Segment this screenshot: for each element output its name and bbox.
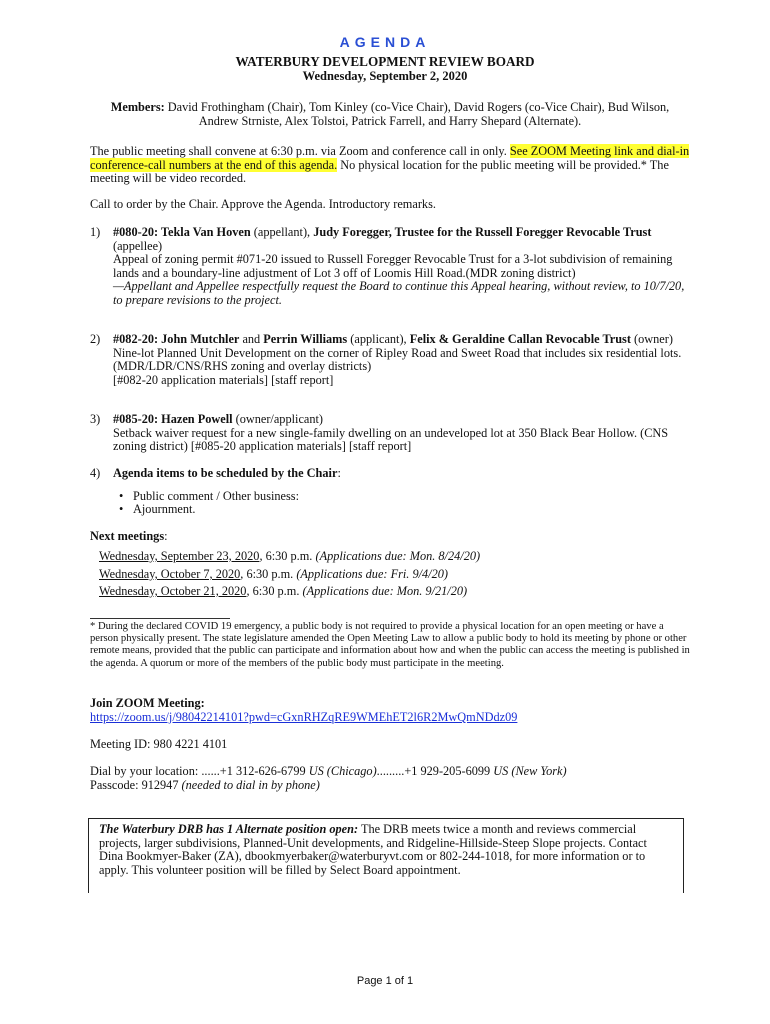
agenda-item-3 [90,413,690,454]
dial-number: ......+1 312-626-6799 [201,764,306,778]
next-meetings-label: Next meetings [90,529,165,543]
passcode-note: (needed to dial in by phone) [181,778,320,792]
alternate-lead: The Waterbury DRB has 1 Alternate position open: [99,822,359,836]
meeting-time: , 6:30 p.m. [259,549,313,563]
meeting-date-link: Wednesday, October 7, 2020 [99,567,241,581]
party-role: (applicant), [350,332,407,346]
meeting-date-link: Wednesday, September 23, 2020 [99,549,260,563]
members-text: David Frothingham (Chair), Tom Kinley (co-Vice Chair), David Rogers (co-Vice Chair), Bud Wilson, Andrew Strniste, Alex Tolstoi, Patrick Farrell, and Harry Shepard (Alternate). [167,100,670,128]
next-meetings-heading [90,530,690,544]
heading-colon: : [337,466,341,480]
members-label: Members: [110,100,165,114]
intro-paragraph [90,145,690,186]
party-name: Felix & Geraldine Callan Revocable Trust [409,332,631,346]
case-title: #085-20: Hazen Powell [113,412,233,426]
next-meeting-2 [99,568,448,582]
agenda-item-1 [90,226,690,308]
item-number: 4) [90,466,101,480]
item-description: Nine-lot Planned Unit Development on the corner of Ripley Road and Sweet Road that includes six residential lots. (MDR/LDR/CNS/RHS zoning and overlay districts) [113,345,682,374]
call-to-order: Call to order by the Chair. Approve the Agenda. Introductory remarks. [90,197,436,211]
dial-label: Dial by your location: [90,764,199,778]
party-name: Judy Foregger, Trustee for the Russell Foregger Revocable Trust [313,225,652,239]
agenda-item-2 [90,333,690,387]
passcode: Passcode: 912947 [90,778,179,792]
zoom-highlight: See ZOOM Meeting link and dial-in conference-call numbers at the end of this agenda. [90,144,690,172]
item-description: Setback waiver request for a new single-family dwelling on an undeveloped lot at 350 Black Bear Hollow. (CNS zoning district) [#085-20 application materials] [staff report] [113,425,669,454]
item-heading: Agenda items to be scheduled by the Chair [113,466,338,480]
dial-number: .........+1 929-205-6099 [376,764,491,778]
intro-text-end: No physical location for the public meeting will be provided.* The meeting will be video recorded. [90,157,669,186]
zoom-heading-text: Join ZOOM Meeting: [90,696,205,710]
board-title: WATERBURY DEVELOPMENT REVIEW BOARD [235,54,535,69]
dial-location: US (Chicago) [308,764,377,778]
applications-due: (Applications due: Mon. 8/24/20) [315,549,481,563]
agenda-item-4 [90,467,690,517]
conjunction: and [242,332,261,346]
alternate-position-text [99,823,673,877]
item-number: 3) [90,412,101,426]
dial-location: US (New York) [493,764,567,778]
list-item: • Public comment / Other business: [113,490,690,504]
intro-text-start: The public meeting shall convene at 6:30 p.m. via Zoom and conference call in only. [90,144,507,158]
item-note: —Appellant and Appellee respectfully request the Board to continue this Appeal hearing, without review, to 10/7/20, to prepare revisions to the project. [113,279,685,307]
list-item: • Ajournment. [113,503,690,517]
item-number: 2) [90,332,101,346]
party-role: (appellant), [253,225,311,239]
case-title: #080-20: Tekla Van Hoven [113,225,251,239]
next-meeting-1 [99,550,480,564]
covid-footnote: * During the declared COVID 19 emergency, a public body is not required to provide a physical location for an open meeting or have a person physically present. The state legislature amended the Open Meeting Law to allow a public body to hold its meeting by phone or other remote means, provided that the public can participate and information about how and when the public can access the meeting is published in the agenda. A quorum or more of the members of the public body must participate in the meeting. [90,621,690,669]
zoom-link-row [90,711,690,725]
item-links[interactable]: [#082-20 application materials] [staff report] [113,372,334,387]
meeting-time: , 6:30 p.m. [246,584,300,598]
party-role: (owner) [634,332,673,346]
party-role: (owner/applicant) [235,412,324,426]
alternate-body: The DRB meets twice a month and reviews commercial projects, larger subdivisions, Planned-Unit developments, and Ridgeline-Hillside-Steep Slope projects. Contact Dina Bookmyer-Baker (ZA), dbookmyerbaker@waterburyvt.com or 802-244-1018, for more information or to apply. This volunteer position will be filled by Select Board appointment. [99,822,647,877]
footnote-divider [90,618,230,619]
next-meeting-3 [99,585,467,599]
case-title: #082-20: John Mutchler [113,332,240,346]
item-number: 1) [90,225,101,239]
zoom-heading [90,697,690,711]
agenda-heading: AGENDA [339,34,431,50]
party-name: Perrin Williams [263,332,348,346]
meeting-date-link: Wednesday, October 21, 2020 [99,584,247,598]
applications-due: (Applications due: Mon. 9/21/20) [302,584,468,598]
party-role: (appellee) [113,238,163,253]
item-description: Appeal of zoning permit #071-20 issued to Russell Foregger Revocable Trust for a 3-lot subdivision of remaining lands and a boundary-line adjustment of Lot 3 off of Loomis Hill Road.(MDR zoning district) [113,252,673,280]
passcode-row [90,779,690,793]
meeting-time: , 6:30 p.m. [240,567,294,581]
members-list [90,101,690,128]
alternate-position-box [88,818,684,893]
heading-colon: : [164,529,168,543]
meeting-id: Meeting ID: 980 4221 4101 [90,737,228,751]
meeting-date: Wednesday, September 2, 2020 [302,69,468,83]
zoom-meeting-link[interactable]: https://zoom.us/j/98042214101?pwd=cGxnRHZqRE9WMEhET2l6R2MwQmNDdz09 [90,710,518,724]
dial-in-row [90,765,690,779]
page-number: Page 1 of 1 [356,975,414,987]
applications-due: (Applications due: Fri. 9/4/20) [296,567,448,581]
